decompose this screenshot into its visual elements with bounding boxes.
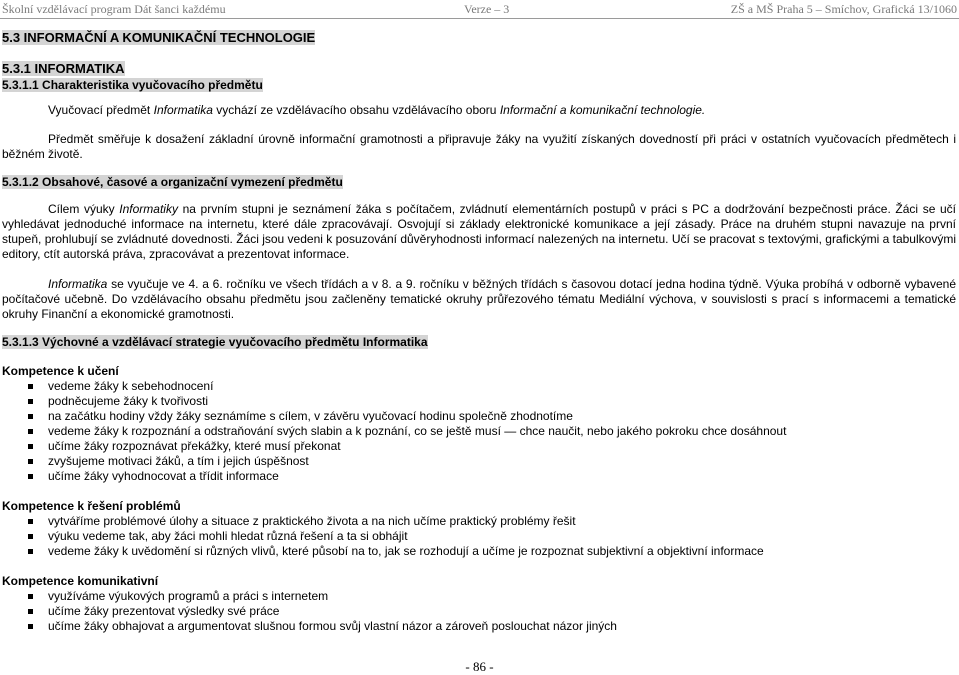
section-heading-5-3-1-2: 5.3.1.2 Obsahové, časové a organizační vymezení předmětu <box>2 175 343 189</box>
competence-title-learning: Kompetence k učení <box>2 364 119 378</box>
header-version: Verze – 3 <box>464 2 510 16</box>
page-number: - 86 - <box>465 659 494 674</box>
list-item: učíme žáky prezentovat výsledky své práce <box>28 604 956 619</box>
paragraph-content-1: Cílem výuky Informatiky na prvním stupni je seznámení žáka s počítačem, zvládnutí elementárních postupů v práci s PC a dodržování bezpečnosti práce. Žáci se učí vyhledávat jednoduché informace na internetu, které dále zpracovávají. Osvojují si základy elektronické komunikace a její zásady. Práce na druhém stupni navazuje na první stupeň, prohlubují se zvládnuté dovednosti. Žáci jsou vedeni k posuzování důvěryhodnosti informací nalezených na internetu. Učí se pracovat s textovými, grafickými a tabulkovými editory, ctít autorská práva, zpracovávat a prezentovat informace. <box>2 202 957 261</box>
competence-list-learning <box>2 379 956 484</box>
competence-title-communication: Kompetence komunikativní <box>2 574 159 588</box>
paragraph-characteristics-2: Předmět směřuje k dosažení základní úrovně informační gramotnosti a připravuje žáky na využití získaných dovedností při práci v ostatních vyučovacích předmětech i běžném životě. <box>2 132 956 161</box>
paragraph-content-2: Informatika se vyučuje ve 4. a 6. ročníku ve všech třídách a v 8. a 9. ročníku v běžných třídách s časovou dotací jedna hodina týdně. Výuka probíhá v odborně vybavené počítačové učebně. Do vzdělávacího obsahu předmětu jsou začleněny tematické okruhy průřezového tématu Mediální výchova, v souvislosti s prací s informacemi a tematické okruhy Finanční a ekonomické gramotnosti. <box>2 277 956 321</box>
list-item: zvyšujeme motivaci žáků, a tím i jejich úspěšnost <box>28 454 956 469</box>
list-item: vedeme žáky k rozpoznání a odstraňování svých slabin a k poznání, co se ještě musí — chce naučit, nebo jakého pokroku chce dosáhnout <box>28 424 956 439</box>
list-item: vedeme žáky k uvědomění si různých vlivů, které působí na to, jak se rozhodují a učíme je rozpoznat subjektivní a objektivní informace <box>28 544 956 559</box>
section-heading-5-3-1-3: 5.3.1.3 Výchovné a vzdělávací strategie vyučovacího předmětu Informatika <box>2 335 428 349</box>
list-item: využíváme výukových programů a práci s internetem <box>28 589 956 604</box>
section-heading-5-3-1-1: 5.3.1.1 Charakteristika vyučovacího předmětu <box>2 78 263 92</box>
competence-list-problem-solving <box>2 514 956 559</box>
competence-list-communication <box>2 589 956 634</box>
document-body <box>2 30 956 634</box>
list-item: výuku vedeme tak, aby žáci mohli hledat různá řešení a ta si obhájit <box>28 529 956 544</box>
section-heading-5-3: 5.3 INFORMAČNÍ A KOMUNIKAČNÍ TECHNOLOGIE <box>2 30 316 45</box>
list-item: podněcujeme žáky k tvořivosti <box>28 394 956 409</box>
competence-title-problem-solving: Kompetence k řešení problémů <box>2 499 181 513</box>
list-item: učíme žáky rozpoznávat překážky, které musí překonat <box>28 439 956 454</box>
section-heading-5-3-1: 5.3.1 INFORMATIKA <box>2 61 125 76</box>
header-school-address: ZŠ a MŠ Praha 5 – Smíchov, Grafická 13/1060 <box>730 2 957 16</box>
paragraph-characteristics-1: Vyučovací předmět Informatika vychází ze vzdělávacího obsahu vzdělávacího oboru Informační a komunikační technologie. <box>48 103 706 117</box>
list-item: učíme žáky obhajovat a argumentovat slušnou formou svůj vlastní názor a zároveň poslouchat názor jiných <box>28 619 956 634</box>
page-header <box>0 0 959 19</box>
list-item: učíme žáky vyhodnocovat a třídit informace <box>28 469 956 484</box>
list-item: na začátku hodiny vždy žáky seznámíme s cílem, v závěru vyučovací hodinu společně zhodnotíme <box>28 409 956 424</box>
list-item: vytváříme problémové úlohy a situace z praktického života a na nich učíme praktický problémy řešit <box>28 514 956 529</box>
header-school-program: Školní vzdělávací program Dát šanci každému <box>2 2 226 16</box>
list-item: vedeme žáky k sebehodnocení <box>28 379 956 394</box>
